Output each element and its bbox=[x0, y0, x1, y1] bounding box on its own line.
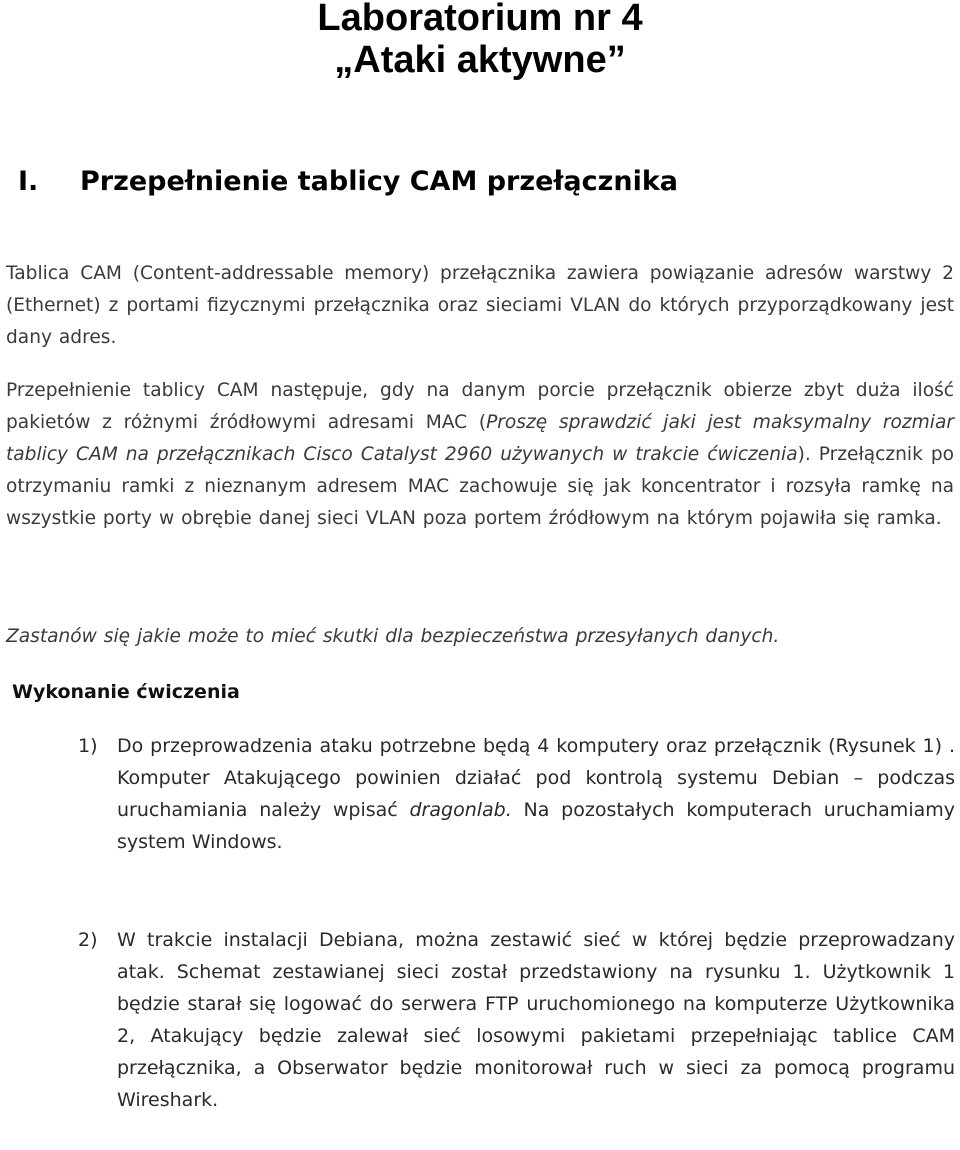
section-heading bbox=[18, 162, 678, 202]
exercise-step-1 bbox=[78, 730, 955, 858]
paragraph-cam-overflow-question: Proszę sprawdzić jaki jest maksymalny rozmiar tablicy CAM na przełącznikach Cisco Catalyst 2960 używanych w trakcie ćwiczenia bbox=[6, 412, 954, 465]
paragraph-cam-table-description: Tablica CAM (Content-addressable memory) przełącznika zawiera powiązanie adresów warstwy 2 (Ethernet) z portami fizycznymi przełącznika oraz sieciami VLAN do których przyporządkowany jest dany adres. bbox=[6, 263, 954, 348]
section-title: Przepełnienie tablicy CAM przełącznika bbox=[80, 166, 678, 197]
exercise-step-2 bbox=[78, 924, 955, 1116]
paragraph-cam-overflow-text-1: Przepełnienie tablicy CAM następuje, gdy na danym porcie przełącznik obierze zbyt duża ilość pakietów z różnymi źródłowymi adresami MAC ( bbox=[6, 380, 954, 433]
section-number: I. bbox=[18, 166, 39, 197]
exercise-heading: Wykonanie ćwiczenia bbox=[12, 681, 240, 703]
step-text bbox=[117, 730, 955, 858]
paragraph-cam-overflow bbox=[6, 375, 954, 535]
document-title-line-1: Laboratorium nr 4 bbox=[317, 0, 643, 39]
step-number: 1) bbox=[78, 735, 98, 757]
paragraph-security-question: Zastanów się jakie może to mieć skutki dla bezpieczeństwa przesyłanych danych. bbox=[6, 626, 780, 647]
step-text: W trakcie instalacji Debiana, można zestawić sieć w której będzie przeprowadzany atak. Schemat zestawianej sieci został przedstawiony na rysunku 1. Użytkownik 1 będzie starał się logować do serwera FTP uruchomionego na komputerze Użytkownika 2, Atakujący będzie zalewał sieć losowymi pakietami przepełniając tablice CAM przełącznika, a Obserwator będzie monitorował ruch w sieci za pomocą programu Wireshark. bbox=[117, 929, 955, 1111]
step-number: 2) bbox=[78, 929, 98, 951]
step-1-text-before: Do przeprowadzenia ataku potrzebne będą 4 komputery oraz przełącznik (Rysunek 1) . Komputer Atakującego powinien działać pod kontrolą systemu Debian – podczas uruchamiania należy wpisać bbox=[117, 735, 955, 821]
step-1-italic-command: dragonlab. bbox=[409, 799, 512, 821]
paragraph-cam-overflow-text-2: ). Przełącznik po otrzymaniu ramki z nieznanym adresem MAC zachowuje się jak koncentrator i rozsyła ramkę na wszystkie porty w obrębie danej sieci VLAN poza portem źródłowym na którym pojawiła się ramka. bbox=[6, 444, 954, 529]
step-1-text-after: Na pozostałych komputerach uruchamiamy system Windows. bbox=[117, 799, 955, 853]
document-title-line-2: „Ataki aktywne” bbox=[334, 39, 626, 81]
